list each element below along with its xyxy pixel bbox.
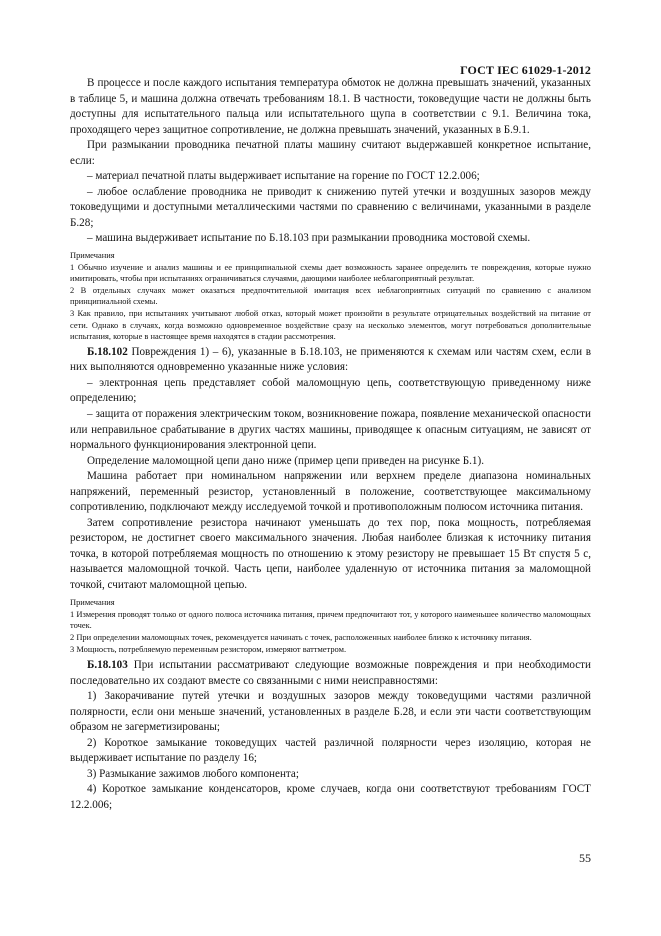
notes-title: Примечания bbox=[70, 596, 115, 607]
list-item: 1) Закорачивание путей утечки и воздушных зазоров между токоведущими частями различной полярности, если они меньше значений, установленных в разделе Б.28, и если эти части соответствующим образом не загерметизированы; bbox=[70, 690, 591, 734]
note-item: 3 Как правило, при испытаниях учитывают любой отказ, который может произойти в результате отрицательных воздействий на питание от сети. Однако в случаях, когда возможно одновременное воздействие сразу на несколько элементов, могут потребоваться дополнительные испытания, которые в настоящее время находятся в стадии рассмотрения. bbox=[70, 308, 591, 341]
notes-title: Примечания bbox=[70, 250, 115, 261]
paragraph-test-requirements: В процессе и после каждого испытания температура обмоток не должна превышать значений, указанных в таблице 5, и машина должна отвечать требованиям 18.1. В частности, токоведущие части не должны быть доступны для испытательного пальца или испытательного щупа в соответствии с 9.1. Величина тока, проходящего через защитное сопротивление, не должна превышать значений, указанных в Б.9.1. bbox=[70, 77, 591, 136]
section-b18-103 bbox=[70, 658, 591, 689]
section-number: Б.18.103 bbox=[87, 658, 128, 671]
note-item: 2 В отдельных случаях может оказаться предпочтительной имитация всех неблагоприятных ситуаций по сравнению с анализом принципиальной схемы. bbox=[70, 285, 591, 307]
note-item: 2 При определении маломощных точек, рекомендуется начинать с точек, расположенных наиболее близко к источнику питания. bbox=[70, 631, 532, 642]
note-item: 3 Мощность, потребляемую переменным резистором, измеряют ваттметром. bbox=[70, 643, 347, 654]
note-item: 1 Измерения проводят только от одного полюса источника питания, причем предпочитают тот, у которого наименьшее количество маломощных точек. bbox=[70, 608, 591, 630]
notes-block-1 bbox=[70, 250, 591, 342]
list-item: – защита от поражения электрическим током, возникновение пожара, появление механической опасности или неправильное срабатывание в других частях машины, приводящее к опасным ситуациям, не зависят от нормального функционирования электронной цепи. bbox=[70, 407, 591, 452]
list-item: – любое ослабление проводника не приводит к снижению путей утечки и воздушных зазоров между токоведущими и доступными металлическими частями по сравнению с величинами, указанными в разделе Б.28; bbox=[70, 185, 591, 229]
section-b18-102 bbox=[70, 345, 591, 376]
paragraph-pcb-conductor: При размыкании проводника печатной платы машину считают выдержавшей конкретное испытание, если: bbox=[70, 139, 591, 167]
paragraph-definition: Определение маломощной цепи дано ниже (пример цепи приведен на рисунке Б.1). bbox=[87, 454, 484, 467]
notes-block-2 bbox=[70, 597, 591, 655]
page-content bbox=[70, 76, 591, 813]
section-text: При испытании рассматривают следующие возможные повреждения и при необходимости последовательно их создают вместе со связанными с ними неисправностями: bbox=[70, 658, 591, 687]
page-header-doc-code: ГОСТ IEC 61029-1-2012 bbox=[460, 63, 591, 77]
page-number: 55 bbox=[579, 851, 591, 865]
list-item: – электронная цепь представляет собой маломощную цепь, соответствующую приведенному ниже определению; bbox=[70, 376, 591, 405]
paragraph-resistor-procedure: Затем сопротивление резистора начинают уменьшать до тех пор, пока мощность, потребляемая резистором, не достигнет своего максимального значения. Любая наиболее близкая к источнику питания точка, в которой потребляемая мощность по отношению к этому резистору не превышает 15 Вт спустя 5 с, называется маломощной точкой. Часть цепи, наиболее удаленную от источника питания за маломощной точкой, считают маломощной цепью. bbox=[70, 516, 591, 591]
section-text: Повреждения 1) – 6), указанные в Б.18.103, не применяются к схемам или частям схем, если в них выполняются одновременно указанные ниже условия: bbox=[70, 345, 591, 374]
list-item: 3) Размыкание зажимов любого компонента; bbox=[87, 767, 299, 780]
note-item: 1 Обычно изучение и анализ машины и ее принципиальной схемы дает возможность заранее определить те повреждения, которые нужно имитировать, чтобы при испытаниях ограничиваться случаями, дающими наиболее неблагоприятный результат. bbox=[70, 262, 591, 284]
list-item: 4) Короткое замыкание конденсаторов, кроме случаев, когда они соответствуют требованиям ГОСТ 12.2.006; bbox=[70, 783, 591, 811]
paragraph-machine-operation: Машина работает при номинальном напряжении или верхнем пределе диапазона номинальных напряжений, переменный резистор, установленный в положение, соответствующее максимальному сопротивлению, подключают между исследуемой точкой и противоположным полюсом источника питания. bbox=[70, 470, 591, 514]
list-item: – машина выдерживает испытание по Б.18.103 при размыкании проводника мостовой схемы. bbox=[87, 232, 531, 245]
section-number: Б.18.102 bbox=[87, 345, 128, 358]
list-item: 2) Короткое замыкание токоведущих частей различной полярности через изоляцию, которая не выдерживает испытание по разделу 16; bbox=[70, 736, 591, 765]
list-item: – материал печатной платы выдерживает испытание на горение по ГОСТ 12.2.006; bbox=[87, 170, 480, 183]
